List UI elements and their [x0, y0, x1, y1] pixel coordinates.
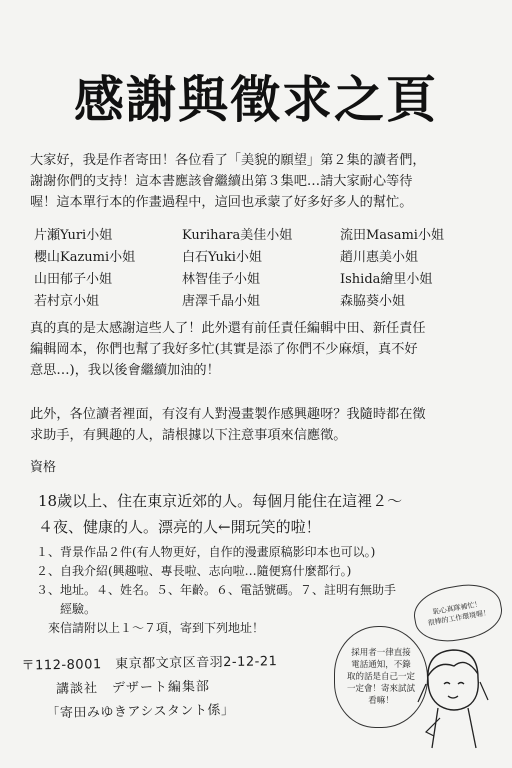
name-item: 若村京小姐 [34, 294, 100, 309]
name-item: 片瀬Yuri小姐 [34, 228, 113, 243]
name-item: 白石Yuki小姐 [182, 250, 262, 265]
name-item: 山田郁子小姐 [34, 272, 113, 287]
speech-bubble-small-text: 恥心真隊補忙！ 很棒的工作環境喔！ [427, 599, 491, 628]
address-publisher-line: 講談社 デザート編集部 [55, 679, 211, 698]
name-item: Kurihara美佳小姐 [182, 228, 293, 243]
qualification-label: 資格 [30, 460, 57, 475]
speech-bubble-large-text: 採用者一律直接 電話通知，不錄 取的話是自己一定 一定會！寄來試試 看嘛！ [346, 648, 415, 706]
page-title: 感謝與徵求之頁 [74, 70, 438, 129]
thanks-name-list [34, 226, 490, 311]
requirements-list: １、背景作品２件(有人物更好，自作的漫畫原稿影印本也可以。) ２、自我介紹(興趣啦、專長啦、志向啦…隨便寫什麼都行。) ３、地址。４、姓名。５、年齡。６、電話號碼。７、註明有無助手 經驗。 來信請附以上１～７項，寄到下列地址！ [36, 545, 397, 635]
name-item: 櫻山Kazumi小姐 [34, 250, 136, 265]
name-item: Ishida繪里小姐 [340, 272, 433, 287]
recruit-paragraph: 此外，各位讀者裡面，有沒有人對漫畫製作感興趣呀？我隨時都在徵 求助手，有興趣的人，請根據以下注意事項來信應徵。 [30, 407, 426, 443]
intro-paragraph: 大家好，我是作者寄田！各位看了「美貌的願望」第２集的讀者們， 謝謝你們的支持！這本書應該會繼續出第３集吧…請大家耐心等待 喔！這本單行本的作畫過程中，這回也承蒙了好多好多人的幫忙。 [30, 153, 426, 210]
name-item: 林智佳子小姐 [182, 272, 261, 287]
qualification-text: 18歲以上、住在東京近郊的人。每個月能住在這裡２～ ４夜、健康的人。漂亮的人←開玩笑的啦！ [38, 492, 403, 536]
thanks-paragraph: 真的真的是太感謝這些人了！此外還有前任責任編輯中田、新任責任 編輯岡本，你們也幫了我好多忙(其實是添了你們不少麻煩，真不好 意思…)，我以後會繼續加油的！ [30, 321, 426, 378]
name-item: 森脇葵小姐 [340, 294, 406, 309]
name-item: 唐澤千晶小姐 [182, 294, 261, 309]
author-doodle-icon [408, 640, 498, 750]
address-postal-line: 〒112-8001 東京都文京区音羽2-12-21 [21, 654, 278, 674]
name-item: 趙川惠美小姐 [340, 250, 419, 265]
mailing-address [21, 649, 322, 726]
address-recipient-line: 「寄田みゆきアシスタント係」 [46, 702, 235, 722]
name-item: 流田Masami小姐 [340, 228, 444, 243]
